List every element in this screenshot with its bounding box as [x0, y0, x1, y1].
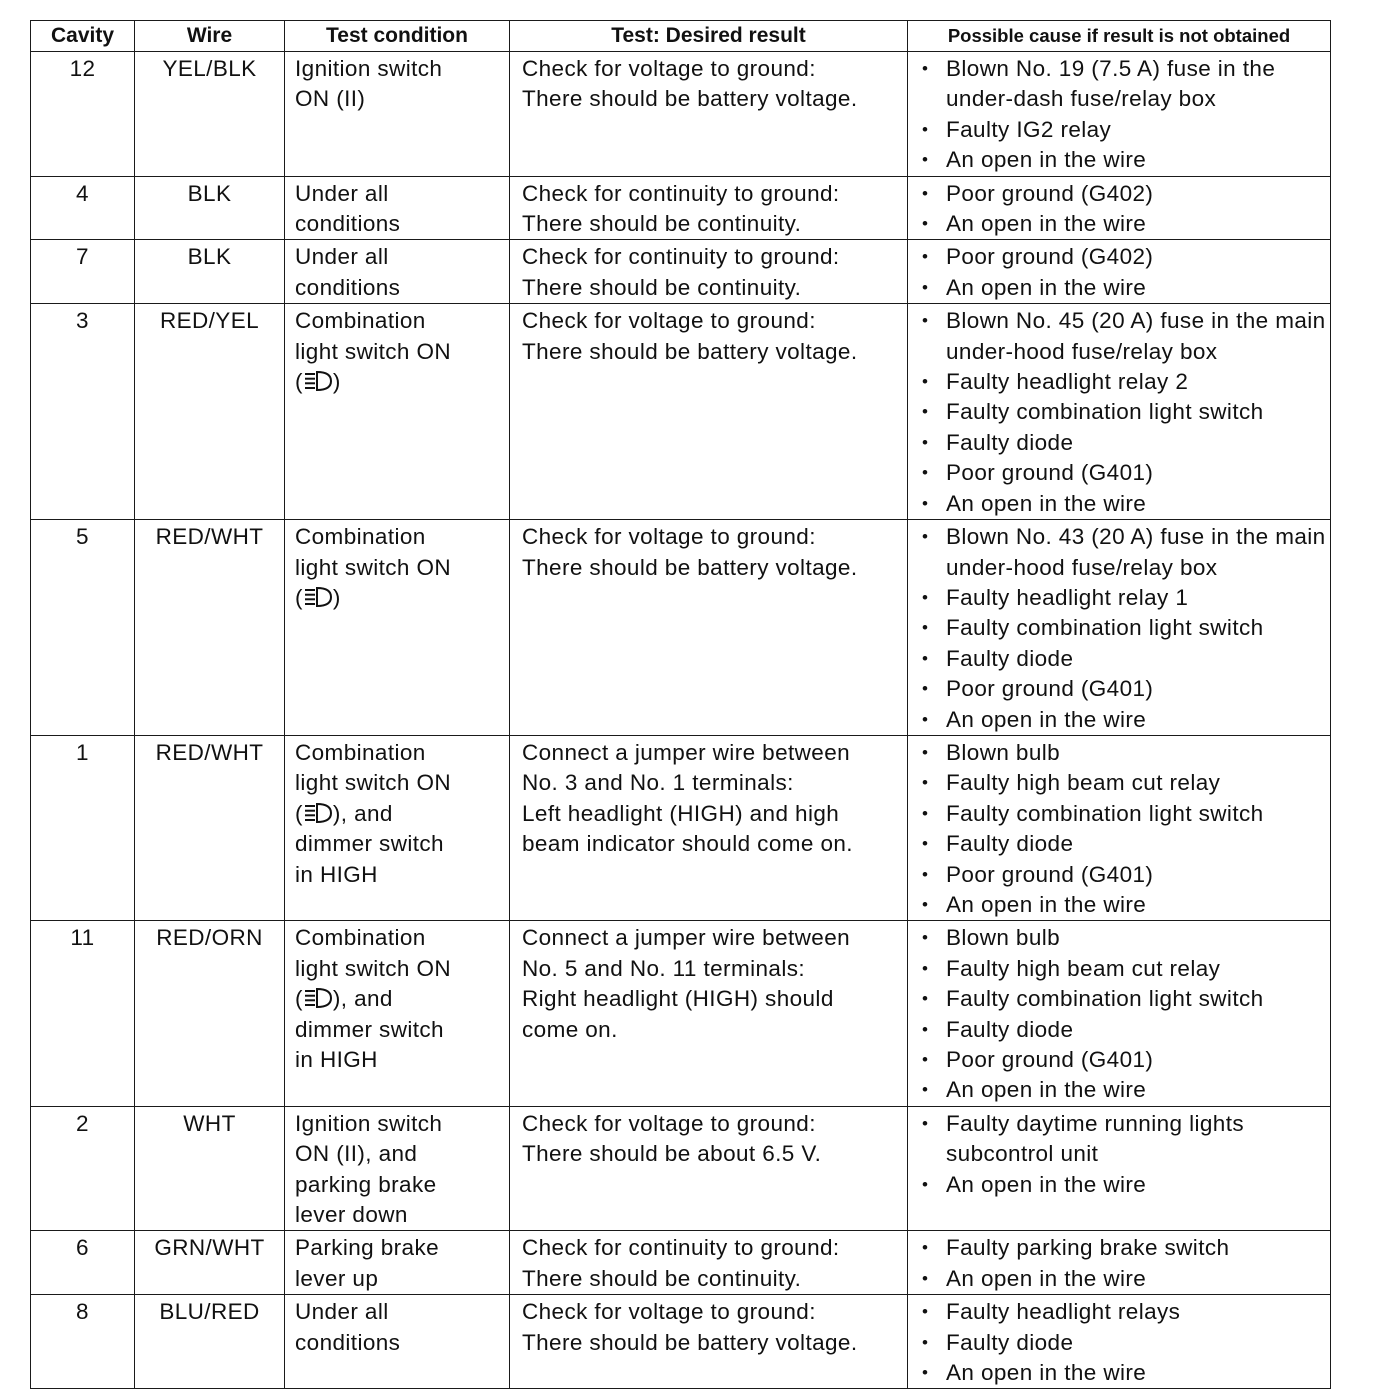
possible-cause-item: • Poor ground (G402) [920, 242, 1328, 272]
desired-result-line: Check for voltage to ground: [522, 308, 816, 334]
possible-cause-list [920, 179, 1328, 240]
test-condition-line: Combination [295, 739, 426, 765]
possible-cause-list [920, 1297, 1328, 1388]
possible-cause-item: • Faulty combination light switch [920, 613, 1328, 643]
possible-cause-item: • Faulty headlight relay 2 [920, 367, 1328, 397]
possible-cause-item: • Blown bulb [920, 738, 1328, 768]
header-possible-cause: Possible cause if result is not obtained [908, 21, 1331, 52]
desired-result-line: There should be continuity. [522, 211, 802, 237]
possible-cause-item: • Poor ground (G401) [920, 674, 1328, 704]
wire-cell: YEL/BLK [135, 52, 285, 177]
cavity-cell: 7 [31, 240, 135, 304]
headlight-high-beam-icon [303, 802, 333, 824]
wire-cell: GRN/WHT [135, 1231, 285, 1295]
cavity-cell: 1 [31, 735, 135, 920]
possible-cause-item: • Faulty IG2 relay [920, 115, 1328, 145]
possible-cause-list [920, 306, 1328, 519]
test-condition-cell [285, 1231, 510, 1295]
cavity-cell: 6 [31, 1231, 135, 1295]
desired-result-cell [510, 52, 908, 177]
table-row [31, 240, 1331, 304]
headlight-high-beam-icon [303, 586, 333, 608]
table-row [31, 1106, 1331, 1231]
test-condition-line: in HIGH [295, 1047, 378, 1072]
wire-cell: RED/YEL [135, 304, 285, 520]
test-condition-line: dimmer switch [295, 1016, 444, 1042]
possible-cause-item: • Faulty daytime running lights subcontrol unit [920, 1109, 1328, 1170]
desired-result-line: Right headlight (HIGH) should [522, 986, 834, 1012]
desired-result-line: Check for continuity to ground: [522, 244, 840, 270]
possible-cause-item: • An open in the wire [920, 273, 1328, 303]
possible-cause-item: • An open in the wire [920, 890, 1328, 920]
desired-result-line: There should be about 6.5 V. [522, 1141, 822, 1167]
desired-result-line: Check for voltage to ground: [522, 1299, 816, 1325]
possible-cause-item: • Blown No. 43 (20 A) fuse in the main under-hood fuse/relay box [920, 522, 1328, 583]
possible-cause-list [920, 738, 1328, 920]
test-condition-cell [285, 176, 510, 240]
desired-result-line: No. 5 and No. 11 terminals: [522, 955, 806, 981]
table-row [31, 1295, 1331, 1389]
headlight-high-beam-icon [303, 370, 333, 392]
possible-cause-cell [908, 735, 1331, 920]
test-condition-line: in HIGH [295, 861, 378, 887]
possible-cause-item: • Faulty combination light switch [920, 984, 1328, 1014]
desired-result-line: Left headlight (HIGH) and high [522, 800, 840, 826]
test-condition-line: lever down [295, 1202, 408, 1228]
possible-cause-cell [908, 520, 1331, 736]
table-row [31, 176, 1331, 240]
desired-result-line: Check for voltage to ground: [522, 56, 816, 81]
possible-cause-item: • Poor ground (G401) [920, 1045, 1328, 1075]
test-condition-line: Under all [295, 1299, 389, 1325]
possible-cause-cell [908, 240, 1331, 304]
possible-cause-item: • An open in the wire [920, 209, 1328, 239]
test-condition-line: Under all [295, 180, 389, 206]
header-cavity: Cavity [31, 21, 135, 52]
desired-result-cell [510, 735, 908, 920]
terminal-test-table [30, 20, 1331, 1389]
cavity-cell: 12 [31, 52, 135, 177]
header-desired-result: Test: Desired result [510, 21, 908, 52]
desired-result-line: There should be battery voltage. [522, 86, 858, 112]
test-condition-line: ( ) [295, 369, 341, 395]
desired-result-line: There should be continuity. [522, 1265, 802, 1291]
desired-result-cell [510, 1295, 908, 1389]
desired-result-cell [510, 304, 908, 520]
possible-cause-item: • An open in the wire [920, 489, 1328, 519]
possible-cause-list [920, 1233, 1328, 1294]
test-condition-cell [285, 520, 510, 736]
test-condition-line: Parking brake [295, 1235, 440, 1261]
possible-cause-cell [908, 1231, 1331, 1295]
test-condition-cell [285, 304, 510, 520]
possible-cause-item: • An open in the wire [920, 1264, 1328, 1294]
desired-result-line: Check for voltage to ground: [522, 1110, 816, 1136]
test-condition-cell [285, 735, 510, 920]
cavity-cell: 8 [31, 1295, 135, 1389]
headlight-high-beam-icon [303, 987, 333, 1009]
possible-cause-item: • An open in the wire [920, 1358, 1328, 1388]
test-condition-line: lever up [295, 1265, 379, 1291]
test-condition-cell [285, 1295, 510, 1389]
possible-cause-list [920, 522, 1328, 735]
table-row [31, 52, 1331, 177]
test-condition-line: Under all [295, 244, 389, 270]
possible-cause-item: • Faulty headlight relay 1 [920, 583, 1328, 613]
table-row [31, 304, 1331, 520]
test-condition-cell [285, 1106, 510, 1231]
desired-result-line: Connect a jumper wire between [522, 739, 851, 765]
possible-cause-item: • Faulty high beam cut relay [920, 954, 1328, 984]
test-condition-line: ( ) [295, 584, 341, 610]
possible-cause-item: • Faulty diode [920, 829, 1328, 859]
desired-result-cell [510, 1231, 908, 1295]
test-condition-cell [285, 52, 510, 177]
desired-result-line: There should be continuity. [522, 274, 802, 300]
possible-cause-item: • Faulty diode [920, 428, 1328, 458]
test-condition-cell [285, 240, 510, 304]
cavity-cell: 11 [31, 921, 135, 1106]
test-condition-line: Combination [295, 925, 426, 951]
possible-cause-item: • Faulty headlight relays [920, 1297, 1328, 1327]
possible-cause-cell [908, 1295, 1331, 1389]
desired-result-line: There should be battery voltage. [522, 554, 858, 580]
possible-cause-item: • Faulty diode [920, 644, 1328, 674]
wire-cell: BLU/RED [135, 1295, 285, 1389]
possible-cause-item: • Poor ground (G401) [920, 860, 1328, 890]
test-condition-line: light switch ON [295, 955, 452, 981]
table-row [31, 1231, 1331, 1295]
desired-result-line: Check for continuity to ground: [522, 180, 840, 206]
desired-result-cell [510, 240, 908, 304]
test-condition-line: conditions [295, 274, 401, 300]
test-condition-line: dimmer switch [295, 831, 444, 857]
possible-cause-item: • Faulty high beam cut relay [920, 768, 1328, 798]
test-condition-line: light switch ON [295, 554, 452, 580]
test-condition-line: light switch ON [295, 770, 452, 796]
wire-cell: RED/WHT [135, 735, 285, 920]
possible-cause-cell [908, 921, 1331, 1106]
possible-cause-item: • An open in the wire [920, 145, 1328, 175]
possible-cause-item: • Blown No. 45 (20 A) fuse in the main under-hood fuse/relay box [920, 306, 1328, 367]
wire-cell: RED/ORN [135, 921, 285, 1106]
test-condition-line: ON (II) [295, 86, 366, 112]
possible-cause-item: • An open in the wire [920, 1170, 1328, 1200]
possible-cause-item: • Faulty diode [920, 1328, 1328, 1358]
desired-result-line: No. 3 and No. 1 terminals: [522, 770, 794, 796]
cavity-cell: 4 [31, 176, 135, 240]
desired-result-cell [510, 176, 908, 240]
test-condition-line: ON (II), and [295, 1141, 418, 1167]
possible-cause-cell [908, 304, 1331, 520]
possible-cause-item: • Faulty combination light switch [920, 799, 1328, 829]
possible-cause-list [920, 1109, 1328, 1200]
desired-result-line: beam indicator should come on. [522, 831, 853, 857]
possible-cause-item: • Faulty diode [920, 1015, 1328, 1045]
possible-cause-list [920, 242, 1328, 303]
possible-cause-item: • An open in the wire [920, 1075, 1328, 1105]
desired-result-cell [510, 921, 908, 1106]
test-condition-line: ( ), and [295, 986, 393, 1012]
table-row [31, 520, 1331, 736]
test-condition-line: parking brake [295, 1171, 437, 1197]
possible-cause-cell [908, 1106, 1331, 1231]
header-row [31, 21, 1331, 52]
header-wire: Wire [135, 21, 285, 52]
desired-result-line: There should be battery voltage. [522, 338, 858, 364]
desired-result-line: Connect a jumper wire between [522, 925, 851, 951]
possible-cause-item: • Poor ground (G401) [920, 458, 1328, 488]
cavity-cell: 3 [31, 304, 135, 520]
test-condition-line: ( ), and [295, 800, 393, 826]
possible-cause-item: • Poor ground (G402) [920, 179, 1328, 209]
desired-result-line: come on. [522, 1016, 618, 1042]
test-condition-line: conditions [295, 211, 401, 237]
test-condition-line: Ignition switch [295, 1110, 443, 1136]
desired-result-cell [510, 520, 908, 736]
possible-cause-item: • Faulty combination light switch [920, 397, 1328, 427]
test-condition-line: Combination [295, 308, 426, 334]
test-condition-line: Combination [295, 524, 426, 550]
header-test-condition: Test condition [285, 21, 510, 52]
possible-cause-cell [908, 176, 1331, 240]
possible-cause-list [920, 923, 1328, 1105]
table-row [31, 735, 1331, 920]
cavity-cell: 5 [31, 520, 135, 736]
possible-cause-list [920, 54, 1328, 176]
possible-cause-item: • An open in the wire [920, 705, 1328, 735]
desired-result-line: There should be battery voltage. [522, 1329, 858, 1355]
test-condition-line: Ignition switch [295, 56, 443, 81]
wire-cell: RED/WHT [135, 520, 285, 736]
desired-result-line: Check for voltage to ground: [522, 524, 816, 550]
table-row [31, 921, 1331, 1106]
test-condition-line: light switch ON [295, 338, 452, 364]
test-condition-line: conditions [295, 1329, 401, 1355]
possible-cause-item: • Blown bulb [920, 923, 1328, 953]
possible-cause-cell [908, 52, 1331, 177]
possible-cause-item: • Faulty parking brake switch [920, 1233, 1328, 1263]
cavity-cell: 2 [31, 1106, 135, 1231]
wire-cell: BLK [135, 176, 285, 240]
diagnostic-table-sheet [30, 20, 1330, 1389]
desired-result-line: Check for continuity to ground: [522, 1235, 840, 1261]
possible-cause-item: • Blown No. 19 (7.5 A) fuse in the under-dash fuse/relay box [920, 54, 1328, 115]
wire-cell: WHT [135, 1106, 285, 1231]
test-condition-cell [285, 921, 510, 1106]
desired-result-cell [510, 1106, 908, 1231]
wire-cell: BLK [135, 240, 285, 304]
